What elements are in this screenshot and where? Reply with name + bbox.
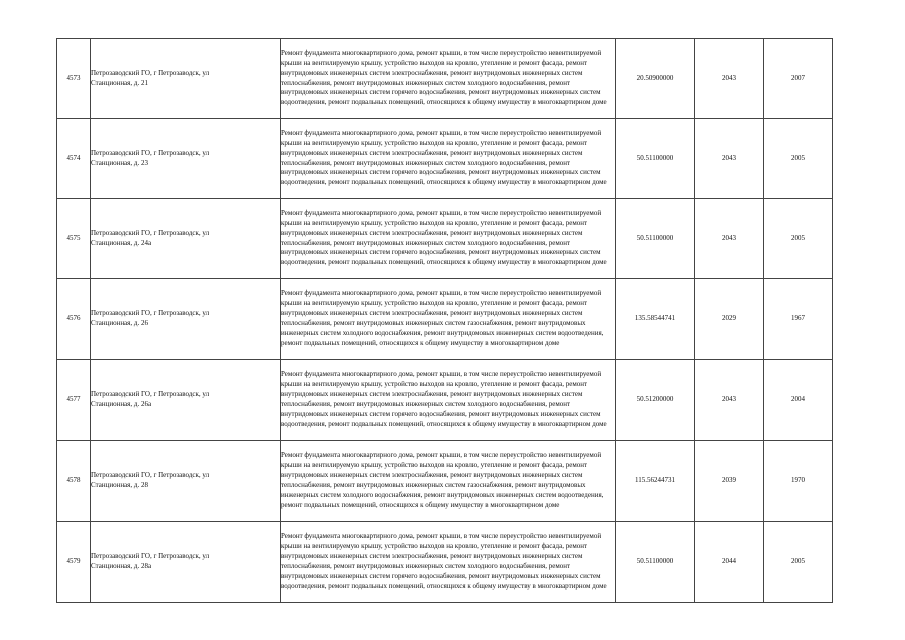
address-cell xyxy=(91,441,281,522)
address-cell xyxy=(91,360,281,441)
cost-cell: 135.58544741 xyxy=(616,279,695,360)
row-number: 4575 xyxy=(57,199,91,279)
table-row xyxy=(57,39,833,119)
build-year-cell: 2007 xyxy=(764,39,833,119)
repair-year-cell: 2043 xyxy=(695,119,764,199)
works-text: Ремонт фундамента многоквартирного дома, ремонт крыши, в том числе переустройство невентилируемой крыши на вентилируемую крышу, устройство выходов на кровлю, утепление и ремонт фасада, ремонт внутридомовых инженерных систем электроснабжения, ремонт внутридомовых инженерных систем теплоснабжения, ремонт внутридомовых инженерных систем холодного водоснабжения, ремонт внутридомовых инженерных систем горячего водоснабжения, ремонт внутридомовых инженерных систем водоотведения, ремонт подвальных помещений, относящихся к общему имуществу в многоквартирном доме xyxy=(281,532,607,590)
address-cell xyxy=(91,39,281,119)
address-cell xyxy=(91,199,281,279)
address-line: Станционная, д. 23 xyxy=(91,158,148,167)
address-cell xyxy=(91,279,281,360)
address-line: Петрозаводский ГО, г Петрозаводск, ул xyxy=(91,228,210,237)
address-cell xyxy=(91,522,281,603)
table-row xyxy=(57,119,833,199)
address-line: Станционная, д. 24а xyxy=(91,238,152,247)
works-text: Ремонт фундамента многоквартирного дома, ремонт крыши, в том числе переустройство невентилируемой крыши на вентилируемую крышу, устройство выходов на кровлю, утепление и ремонт фасада, ремонт внутридомовых инженерных систем электроснабжения, ремонт внутридомовых инженерных систем теплоснабжения, ремонт внутридомовых инженерных систем холодного водоснабжения, ремонт внутридомовых инженерных систем горячего водоснабжения, ремонт внутридомовых инженерных систем водоотведения, ремонт подвальных помещений, относящихся к общему имуществу в многоквартирном доме xyxy=(281,370,607,428)
row-number: 4576 xyxy=(57,279,91,360)
build-year-cell: 2005 xyxy=(764,199,833,279)
cost-cell: 20.50900000 xyxy=(616,39,695,119)
table-row xyxy=(57,279,833,360)
table-row xyxy=(57,199,833,279)
cost-cell: 50.51100000 xyxy=(616,522,695,603)
row-number: 4577 xyxy=(57,360,91,441)
works-text: Ремонт фундамента многоквартирного дома, ремонт крыши, в том числе переустройство невентилируемой крыши на вентилируемую крышу, устройство выходов на кровлю, утепление и ремонт фасада, ремонт внутридомовых инженерных систем электроснабжения, ремонт внутридомовых инженерных систем теплоснабжения, ремонт внутридомовых инженерных систем газоснабжения, ремонт внутридомовых инженерных систем холодного водоснабжения, ремонт внутридомовых инженерных систем водоотведения, ремонт подвальных помещений, относящихся к общему имуществу в многоквартирном доме xyxy=(281,289,604,347)
address-line: Станционная, д. 21 xyxy=(91,78,148,87)
build-year-cell: 1967 xyxy=(764,279,833,360)
works-cell xyxy=(281,119,616,199)
address-cell xyxy=(91,119,281,199)
cost-cell: 50.51200000 xyxy=(616,360,695,441)
build-year-cell: 2005 xyxy=(764,119,833,199)
repair-year-cell: 2044 xyxy=(695,522,764,603)
build-year-cell: 2005 xyxy=(764,522,833,603)
row-number: 4574 xyxy=(57,119,91,199)
table-row xyxy=(57,522,833,603)
address-line: Петрозаводский ГО, г Петрозаводск, ул xyxy=(91,552,210,561)
repair-year-cell: 2043 xyxy=(695,199,764,279)
build-year-cell: 1970 xyxy=(764,441,833,522)
build-year-cell: 2004 xyxy=(764,360,833,441)
address-line: Петрозаводский ГО, г Петрозаводск, ул xyxy=(91,309,210,318)
address-line: Петрозаводский ГО, г Петрозаводск, ул xyxy=(91,390,210,399)
works-cell xyxy=(281,522,616,603)
works-cell xyxy=(281,441,616,522)
address-line: Станционная, д. 26а xyxy=(91,400,152,408)
table-row xyxy=(57,360,833,441)
repair-year-cell: 2029 xyxy=(695,279,764,360)
works-text: Ремонт фундамента многоквартирного дома, ремонт крыши, в том числе переустройство невентилируемой крыши на вентилируемую крышу, устройство выходов на кровлю, утепление и ремонт фасада, ремонт внутридомовых инженерных систем электроснабжения, ремонт внутридомовых инженерных систем теплоснабжения, ремонт внутридомовых инженерных систем газоснабжения, ремонт внутридомовых инженерных систем холодного водоснабжения, ремонт внутридомовых инженерных систем водоотведения, ремонт подвальных помещений, относящихся к общему имуществу в многоквартирном доме xyxy=(281,451,604,509)
row-number: 4579 xyxy=(57,522,91,603)
works-text: Ремонт фундамента многоквартирного дома, ремонт крыши, в том числе переустройство невентилируемой крыши на вентилируемую крышу, устройство выходов на кровлю, утепление и ремонт фасада, ремонт внутридомовых инженерных систем электроснабжения, ремонт внутридомовых инженерных систем теплоснабжения, ремонт внутридомовых инженерных систем холодного водоснабжения, ремонт внутридомовых инженерных систем горячего водоснабжения, ремонт внутридомовых инженерных систем водоотведения, ремонт подвальных помещений, относящихся к общему имуществу в многоквартирном доме xyxy=(281,48,607,107)
buildings-table xyxy=(56,38,833,603)
works-cell xyxy=(281,39,616,119)
address-line: Петрозаводский ГО, г Петрозаводск, ул xyxy=(91,471,210,480)
address-line: Станционная, д. 28 xyxy=(91,481,148,489)
works-cell xyxy=(281,360,616,441)
works-cell xyxy=(281,279,616,360)
row-number: 4573 xyxy=(57,39,91,119)
table-row xyxy=(57,441,833,522)
repair-year-cell: 2043 xyxy=(695,360,764,441)
row-number: 4578 xyxy=(57,441,91,522)
works-cell xyxy=(281,199,616,279)
repair-year-cell: 2043 xyxy=(695,39,764,119)
address-line: Петрозаводский ГО, г Петрозаводск, ул xyxy=(91,148,210,157)
cost-cell: 115.56244731 xyxy=(616,441,695,522)
works-text: Ремонт фундамента многоквартирного дома, ремонт крыши, в том числе переустройство невентилируемой крыши на вентилируемую крышу, устройство выходов на кровлю, утепление и ремонт фасада, ремонт внутридомовых инженерных систем электроснабжения, ремонт внутридомовых инженерных систем теплоснабжения, ремонт внутридомовых инженерных систем холодного водоснабжения, ремонт внутридомовых инженерных систем горячего водоснабжения, ремонт внутридомовых инженерных систем водоотведения, ремонт подвальных помещений, относящихся к общему имуществу в многоквартирном доме xyxy=(281,208,607,267)
address-line: Станционная, д. 28а xyxy=(91,562,152,570)
address-line: Станционная, д. 26 xyxy=(91,319,148,327)
cost-cell: 50.51100000 xyxy=(616,199,695,279)
cost-cell: 50.51100000 xyxy=(616,119,695,199)
repair-year-cell: 2039 xyxy=(695,441,764,522)
works-text: Ремонт фундамента многоквартирного дома, ремонт крыши, в том числе переустройство невентилируемой крыши на вентилируемую крышу, устройство выходов на кровлю, утепление и ремонт фасада, ремонт внутридомовых инженерных систем электроснабжения, ремонт внутридомовых инженерных систем теплоснабжения, ремонт внутридомовых инженерных систем холодного водоснабжения, ремонт внутридомовых инженерных систем горячего водоснабжения, ремонт внутридомовых инженерных систем водоотведения, ремонт подвальных помещений, относящихся к общему имуществу в многоквартирном доме xyxy=(281,128,607,187)
address-line: Петрозаводский ГО, г Петрозаводск, ул xyxy=(91,68,210,77)
